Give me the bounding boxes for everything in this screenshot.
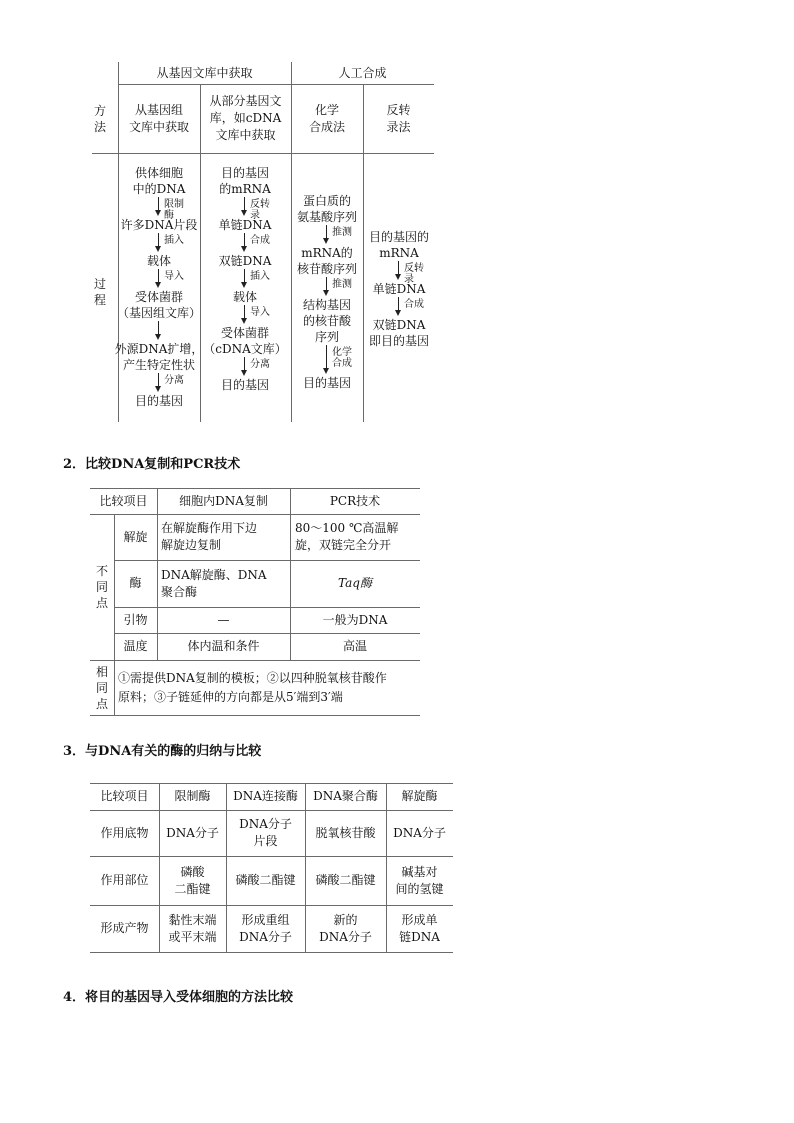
flow-node: 结构基因 的核苷酸 序列 [302,298,351,344]
flow-node: 目的基因的 mRNA [368,230,429,260]
flow-arrow-label: 导入 [250,307,270,318]
row-pcr: 一般为DNA [322,612,388,627]
flow-arrow [129,197,189,221]
diff-label: 不 同 点 [95,564,108,610]
flow-arrow [215,233,275,253]
arrow-shaft [326,345,327,370]
flow-arrow [215,197,275,221]
flow-node: 双链DNA 即目的基因 [368,318,429,348]
arrow-down-icon [323,238,329,244]
flow-node: 目的基因 [220,378,269,392]
arrow-down-icon [241,370,247,376]
sub-genomic-header: 从基因组 文库中获取 [128,102,189,134]
flow-arrow [129,321,189,341]
arrow-down-icon [395,274,401,280]
arrow-down-icon [395,310,401,316]
flow-node: mRNA的 核苷酸序列 [296,246,357,276]
row-cell: 体内温和条件 [187,639,260,653]
flow-node: 载体 [146,254,171,268]
enzyme-cell: DNA分子 片段 [239,817,292,848]
row-cell: — [217,612,230,627]
flow-node: 蛋白质的 氨基酸序列 [296,194,357,224]
enzyme-header-item: 比较项目 [100,789,149,803]
col-cell-header: 细胞内DNA复制 [179,493,268,508]
col-item-header: 比较项目 [99,493,148,508]
row-pcr: 高温 [342,639,367,653]
enzyme-cell: 磷酸 二酯键 [174,864,211,896]
flow-arrow [297,277,357,297]
enzyme-cell: 作用部位 [100,873,149,887]
sub-reverse-header: 反转 录法 [386,102,411,134]
section3-heading: 3．与DNA有关的酶的归纳与比较 [63,744,262,759]
flow-node: 受体菌群 （基因组文库） [116,290,201,320]
row-item: 温度 [123,639,148,653]
enzyme-cell: 磷酸二酯键 [315,873,376,887]
enzyme-header-polymerase: DNA聚合酶 [313,789,378,803]
row-item: 酶 [129,576,142,590]
enzyme-header-helicase: 解旋酶 [401,789,438,803]
enzyme-header-restriction: 限制酶 [174,789,211,803]
from-library-header: 从基因文库中获取 [156,65,253,80]
arrow-down-icon [155,210,161,216]
arrow-down-icon [241,246,247,252]
enzyme-cell: 碱基对 间的氢键 [395,864,444,896]
flow-node: 供体细胞 中的DNA [132,166,186,196]
flow-arrow [129,373,189,393]
col-pcr-header: PCR技术 [329,493,381,508]
arrow-down-icon [241,318,247,324]
arrow-down-icon [323,368,329,374]
flow-node: 外源DNA扩增， 产生特定性状 [114,342,204,372]
flow-arrow [215,269,275,289]
section4-heading: 4．将目的基因导入受体细胞的方法比较 [63,990,294,1005]
row-cell: DNA解旋酶、DNA 聚合酶 [161,567,267,599]
flow-arrow-label: 插入 [250,271,270,282]
flow-arrow-label: 化学 合成 [332,347,352,369]
enzyme-cell: 形成产物 [100,921,149,935]
flow-node: 目的基因 [302,376,351,390]
arrow-down-icon [155,246,161,252]
same-text: ①需提供DNA复制的模板；②以四种脱氧核苷酸作 原料；③子链延伸的方向都是从5′端到3′端 [118,671,387,704]
flow-node: 目的基因 的mRNA [219,166,271,196]
flow-arrow-label: 反转录 [250,199,270,221]
enzyme-cell: 作用底物 [100,825,149,840]
row-pcr: 80～100 ℃高温解 旋，双链完全分开 [295,521,399,552]
flow-arrow-label: 反转录 [404,263,424,285]
flow-arrow-label: 推测 [332,279,352,290]
enzyme-cell: DNA分子 [166,825,219,840]
flow-arrow [215,357,275,377]
flow-node: 双链DNA [218,254,272,268]
enzyme-cell: 脱氧核苷酸 [315,825,376,840]
arrow-down-icon [155,386,161,392]
arrow-down-icon [155,334,161,340]
flow-arrow-label: 合成 [250,235,270,246]
enzyme-cell: 形成重组 DNA分子 [239,912,292,944]
section2-heading: 2．比较DNA复制和PCR技术 [63,457,241,472]
flow-arrow [369,261,429,285]
flow-arrow-label: 导入 [164,271,184,282]
row-item: 引物 [123,612,148,627]
row-cell: 在解旋酶作用下边 解旋边复制 [161,521,258,552]
flow-arrow-label: 分离 [164,375,184,386]
arrow-down-icon [241,282,247,288]
enzyme-cell: 磷酸二酯键 [235,873,296,887]
flow-arrow-label: 插入 [164,235,184,246]
flow-node: 单链DNA [372,282,426,296]
enzyme-cell: 新的 DNA分子 [319,912,372,944]
flow-arrow-label: 合成 [404,299,424,310]
flow-arrow [129,269,189,289]
artificial-header: 人工合成 [338,65,387,80]
sub-chemical-header: 化学 合成法 [308,102,345,134]
flow-arrow [297,225,357,245]
flow-arrow-label: 分离 [250,359,270,370]
flow-node: 许多DNA片段 [120,218,198,232]
flow-node: 单链DNA [218,218,272,232]
flow-arrow [369,297,429,317]
flow-arrow [129,233,189,253]
flow-arrow-label: 推测 [332,227,352,238]
flow-arrow [297,345,357,375]
enzyme-cell: 形成单 链DNA [399,912,440,944]
enzyme-cell: DNA分子 [393,825,446,840]
arrow-down-icon [155,282,161,288]
row-pcr: Taq酶 [338,576,372,590]
row-item: 解旋 [123,529,148,544]
arrow-down-icon [323,290,329,296]
flow-arrow [215,305,275,325]
sub-partial-header: 从部分基因文 库，如cDNA 文库中获取 [209,94,282,142]
same-label: 相 同 点 [95,665,108,711]
enzyme-cell: 黏性末端 或平末端 [168,912,217,944]
flow-reverse [354,229,444,349]
method-label: 方 法 [93,104,106,134]
arrow-down-icon [241,210,247,216]
flow-node: 载体 [232,290,257,304]
flow-node: 目的基因 [134,394,183,408]
process-label: 过 程 [93,277,106,307]
flow-node: 受体菌群 （cDNA文库） [203,326,287,356]
flow-arrow-label: 限制酶 [164,199,184,221]
enzyme-header-ligase: DNA连接酶 [233,789,298,803]
